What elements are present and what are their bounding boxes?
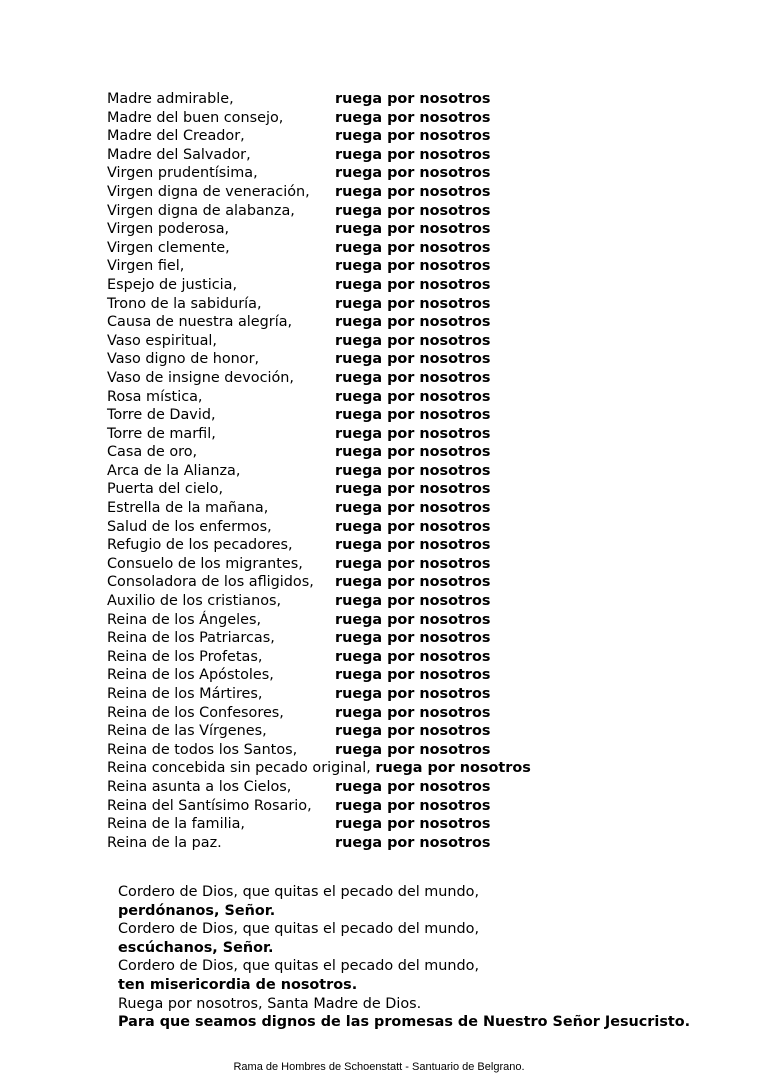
litany-response: ruega por nosotros xyxy=(335,221,491,238)
litany-response: ruega por nosotros xyxy=(335,704,491,721)
litany-response: ruega por nosotros xyxy=(335,741,491,758)
litany-response: ruega por nosotros xyxy=(335,462,491,479)
litany-invocation: Reina concebida sin pecado original, xyxy=(107,760,371,777)
litany-row xyxy=(107,759,667,778)
litany-response: ruega por nosotros xyxy=(335,723,491,740)
litany-invocation: Virgen digna de veneración, xyxy=(107,183,310,200)
litany-invocation: Virgen fiel, xyxy=(107,258,185,275)
litany-response: ruega por nosotros xyxy=(335,797,491,814)
litany-response: ruega por nosotros xyxy=(335,183,491,200)
litany-invocation: Arca de la Alianza, xyxy=(107,462,241,479)
litany-row xyxy=(107,815,667,834)
page-footer: Rama de Hombres de Schoenstatt - Santuario de Belgrano. xyxy=(233,1061,525,1073)
litany-row xyxy=(107,183,667,202)
litany-invocation: Reina de los Profetas, xyxy=(107,648,263,665)
litany-invocation: Salud de los enfermos, xyxy=(107,518,272,535)
litany-response: ruega por nosotros xyxy=(335,611,491,628)
litany-response: ruega por nosotros xyxy=(335,667,491,684)
litany-response: ruega por nosotros xyxy=(335,834,491,851)
litany-invocation: Virgen digna de alabanza, xyxy=(107,202,295,219)
litany-row xyxy=(107,666,667,685)
litany-response: ruega por nosotros xyxy=(375,760,531,777)
litany-row xyxy=(107,332,667,351)
litany-invocation: Reina de los Mártires, xyxy=(107,686,263,702)
litany-invocation: Vaso espiritual, xyxy=(107,332,217,349)
litany-row xyxy=(107,462,667,481)
litany-invocation: Puerta del cielo, xyxy=(107,481,224,498)
litany-row xyxy=(107,685,667,704)
litany-invocation: Vaso digno de honor, xyxy=(107,351,260,368)
litany-row xyxy=(107,480,667,499)
litany-invocation: Virgen prudentísima, xyxy=(107,165,258,182)
litany-row xyxy=(107,202,667,221)
litany-row xyxy=(107,573,667,592)
closing-response-line: Para que seamos dignos de las promesas de Nuestro Señor Jesucristo. xyxy=(118,1014,691,1031)
litany-invocation: Madre admirable, xyxy=(107,91,234,107)
litany-row xyxy=(107,90,667,109)
litany-response: ruega por nosotros xyxy=(335,165,491,182)
litany-invocation: Reina de los Confesores, xyxy=(107,704,284,721)
litany-response: ruega por nosotros xyxy=(335,648,491,665)
litany-row xyxy=(107,536,667,555)
litany-row xyxy=(107,629,667,648)
litany-invocation: Rosa mística, xyxy=(107,388,203,405)
litany-invocation: Reina de las Vírgenes, xyxy=(107,723,267,740)
litany-row xyxy=(107,369,667,388)
litany-response: ruega por nosotros xyxy=(335,555,491,572)
litany-row xyxy=(107,295,667,314)
litany-response: ruega por nosotros xyxy=(335,295,491,312)
litany-row xyxy=(107,834,667,853)
litany-invocation: Casa de oro, xyxy=(107,444,198,461)
litany-response: ruega por nosotros xyxy=(335,388,491,405)
closing-prayer-line: Cordero de Dios, que quitas el pecado del mundo, xyxy=(118,921,480,938)
litany-response: ruega por nosotros xyxy=(335,128,491,145)
litany-response: ruega por nosotros xyxy=(335,109,491,126)
litany-row xyxy=(107,611,667,630)
litany-invocation: Consoladora de los afligidos, xyxy=(107,574,314,591)
litany-row xyxy=(107,425,667,444)
litany-response: ruega por nosotros xyxy=(335,481,491,498)
closing-prayer-line: Cordero de Dios, que quitas el pecado del mundo, xyxy=(118,958,480,975)
litany-invocation: Consuelo de los migrantes, xyxy=(107,555,303,572)
litany-response: ruega por nosotros xyxy=(335,574,491,591)
litany-invocation: Vaso de insigne devoción, xyxy=(107,369,295,386)
litany-row xyxy=(107,239,667,258)
litany-invocation: Torre de David, xyxy=(107,407,216,424)
litany-response: ruega por nosotros xyxy=(335,444,491,461)
litany-invocation: Torre de marfil, xyxy=(107,425,216,442)
litany-row xyxy=(107,388,667,407)
closing-prayer xyxy=(118,883,738,1032)
litany-row xyxy=(107,220,667,239)
litany-invocation: Reina de los Patriarcas, xyxy=(107,630,275,647)
litany-response: ruega por nosotros xyxy=(335,202,491,219)
litany-invocation: Reina de la paz. xyxy=(107,834,222,851)
litany-row xyxy=(107,276,667,295)
litany-invocation: Reina del Santísimo Rosario, xyxy=(107,797,312,814)
litany-row xyxy=(107,648,667,667)
litany-response: ruega por nosotros xyxy=(335,593,491,610)
litany-row xyxy=(107,109,667,128)
litany-list xyxy=(107,90,667,852)
litany-row xyxy=(107,406,667,425)
litany-response: ruega por nosotros xyxy=(335,351,491,368)
closing-prayer-line: Cordero de Dios, que quitas el pecado del mundo, xyxy=(118,884,480,900)
litany-row xyxy=(107,146,667,165)
litany-invocation: Auxilio de los cristianos, xyxy=(107,593,282,610)
litany-response: ruega por nosotros xyxy=(335,314,491,331)
litany-response: ruega por nosotros xyxy=(335,332,491,349)
litany-invocation: Reina de la familia, xyxy=(107,816,245,833)
litany-response: ruega por nosotros xyxy=(335,630,491,647)
litany-invocation: Madre del Salvador, xyxy=(107,146,251,163)
litany-invocation: Reina de los Apóstoles, xyxy=(107,667,274,684)
litany-row xyxy=(107,778,667,797)
litany-invocation: Estrella de la mañana, xyxy=(107,500,269,517)
litany-row xyxy=(107,592,667,611)
litany-row xyxy=(107,127,667,146)
closing-prayer-line: Ruega por nosotros, Santa Madre de Dios. xyxy=(118,995,422,1012)
litany-response: ruega por nosotros xyxy=(335,425,491,442)
litany-row xyxy=(107,350,667,369)
litany-invocation: Refugio de los pecadores, xyxy=(107,537,293,554)
litany-response: ruega por nosotros xyxy=(335,91,491,107)
litany-row xyxy=(107,797,667,816)
litany-response: ruega por nosotros xyxy=(335,500,491,517)
litany-row xyxy=(107,164,667,183)
closing-response-line: ten misericordia de nosotros. xyxy=(118,976,358,993)
litany-invocation: Virgen poderosa, xyxy=(107,221,230,238)
litany-response: ruega por nosotros xyxy=(335,369,491,386)
litany-response: ruega por nosotros xyxy=(335,407,491,424)
litany-response: ruega por nosotros xyxy=(335,239,491,256)
litany-row xyxy=(107,313,667,332)
litany-invocation: Reina de todos los Santos, xyxy=(107,741,298,758)
litany-invocation: Espejo de justicia, xyxy=(107,276,238,293)
litany-invocation: Reina asunta a los Cielos, xyxy=(107,778,292,795)
litany-invocation: Causa de nuestra alegría, xyxy=(107,314,293,331)
litany-invocation: Trono de la sabiduría, xyxy=(107,295,262,312)
litany-response: ruega por nosotros xyxy=(335,686,491,702)
litany-invocation: Madre del buen consejo, xyxy=(107,109,284,126)
litany-response: ruega por nosotros xyxy=(335,518,491,535)
litany-response: ruega por nosotros xyxy=(335,258,491,275)
litany-response: ruega por nosotros xyxy=(335,537,491,554)
litany-row xyxy=(107,257,667,276)
closing-response-line: escúchanos, Señor. xyxy=(118,939,274,956)
litany-row xyxy=(107,704,667,723)
litany-invocation: Madre del Creador, xyxy=(107,128,245,145)
litany-row xyxy=(107,518,667,537)
litany-response: ruega por nosotros xyxy=(335,146,491,163)
litany-response: ruega por nosotros xyxy=(335,276,491,293)
litany-invocation: Reina de los Ángeles, xyxy=(107,611,262,628)
litany-invocation: Virgen clemente, xyxy=(107,239,230,256)
litany-response: ruega por nosotros xyxy=(335,778,491,795)
litany-row xyxy=(107,741,667,760)
closing-response-line: perdónanos, Señor. xyxy=(118,902,276,919)
litany-row xyxy=(107,555,667,574)
litany-row xyxy=(107,722,667,741)
litany-response: ruega por nosotros xyxy=(335,816,491,833)
litany-row xyxy=(107,443,667,462)
litany-row xyxy=(107,499,667,518)
